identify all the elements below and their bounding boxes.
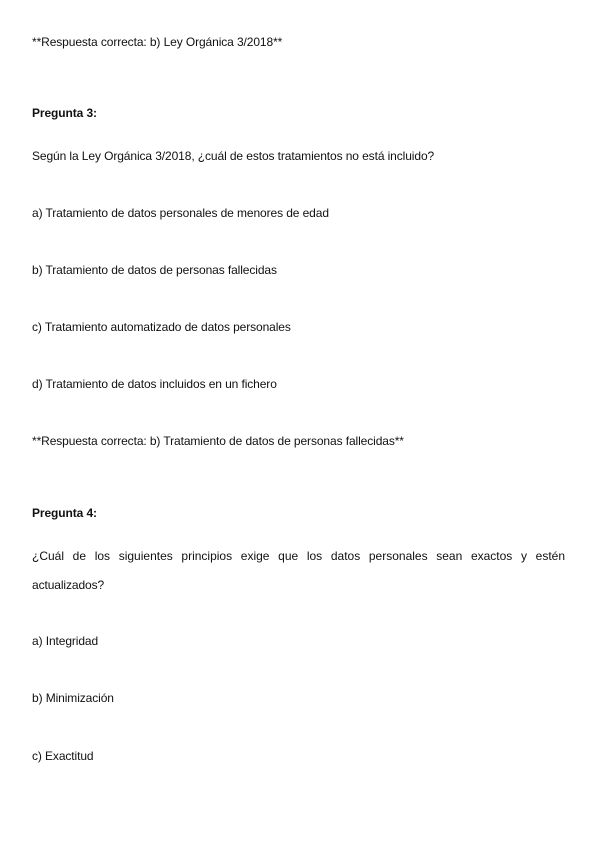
question-3-option-a: a) Tratamiento de datos personales de menores de edad <box>32 206 329 220</box>
question-4-text-line-1: ¿Cuál de los siguientes principios exige que los datos personales sean exactos y estén <box>32 549 565 563</box>
question-3-option-c: c) Tratamiento automatizado de datos personales <box>32 320 291 334</box>
question-3-text: Según la Ley Orgánica 3/2018, ¿cuál de estos tratamientos no está incluido? <box>32 149 435 163</box>
question-3-heading: Pregunta 3: <box>32 106 97 120</box>
question-4-option-a: a) Integridad <box>32 634 99 648</box>
question-4-text-line-2: actualizados? <box>32 578 105 592</box>
answer-3-text: **Respuesta correcta: b) Tratamiento de datos de personas fallecidas** <box>32 434 404 448</box>
question-4-heading: Pregunta 4: <box>32 506 97 520</box>
question-3-option-d: d) Tratamiento de datos incluidos en un fichero <box>32 377 277 391</box>
answer-2-text: **Respuesta correcta: b) Ley Orgánica 3/2018** <box>32 35 283 49</box>
question-4-option-b: b) Minimización <box>32 691 114 705</box>
question-4-option-c: c) Exactitud <box>32 749 94 763</box>
question-3-option-b: b) Tratamiento de datos de personas fallecidas <box>32 263 277 277</box>
